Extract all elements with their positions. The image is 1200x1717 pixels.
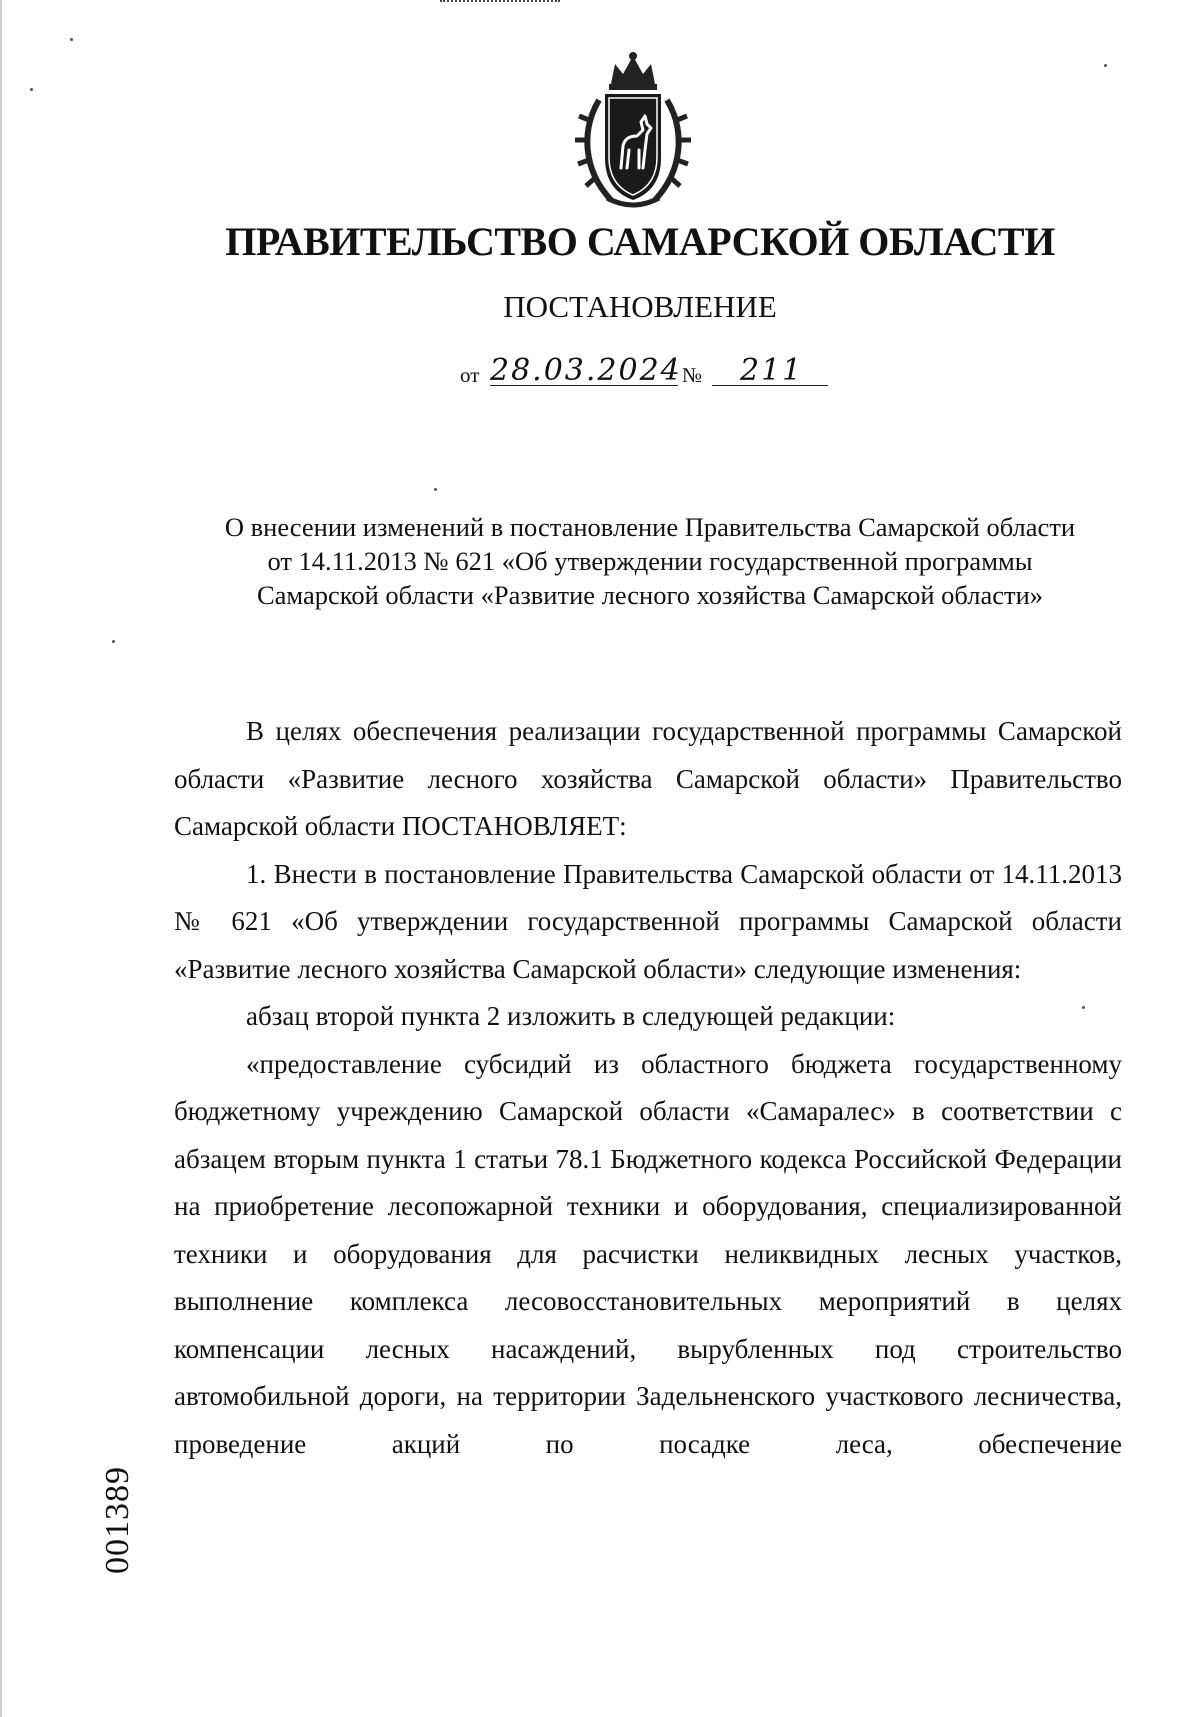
scan-speck bbox=[112, 640, 115, 643]
document-date: 28.03.2024 bbox=[490, 353, 682, 388]
scan-speck bbox=[1082, 1006, 1085, 1009]
scan-top-marks bbox=[440, 0, 560, 5]
subject-line: О внесении изменений в постановление Правительства Самарской области bbox=[224, 512, 1076, 542]
serial-number: 001389 bbox=[99, 1466, 136, 1574]
item-1-paragraph: 1. Внести в постановление Правительства Самарской области от 14.11.2013 № 621 «Об утверждении государственной программы Самарской области «Развитие лесного хозяйства Самарской области» следующие изменения: bbox=[174, 858, 1122, 984]
scan-speck bbox=[1104, 64, 1107, 67]
subject-line: Самарской области «Развитие лесного хозяйства Самарской области» bbox=[256, 580, 1044, 610]
scan-speck bbox=[70, 38, 73, 41]
serial-stamp bbox=[88, 1450, 148, 1590]
document-number: 211 bbox=[740, 353, 804, 388]
subject-line: от 14.11.2013 № 621 «Об утверждении государственной программы bbox=[267, 546, 1033, 576]
item-1-sub-paragraph: абзац второй пункта 2 изложить в следующей редакции: bbox=[246, 1001, 896, 1031]
quoted-paragraph: «предоставление субсидий из областного бюджета государственному бюджетному учреждению Самарской области «Самаралес» в соответствии с абзацем вторым пункта 1 статьи 78.1 Бюджетного кодекса Российской Федерации на приобретение лесопожарной техники и оборудования, специализированной техники и оборудования для расчистки неликвидных лесных участков, выполнение комплекса лесовосстановительных мероприятий в целях компенсации лесных насаждений, вырубленных под строительство автомобильной дороги, на территории Задельненского участкового лесничества, проведение акций по посадке леса, обеспечение bbox=[174, 1048, 1122, 1459]
number-underline bbox=[712, 385, 828, 386]
scan-speck bbox=[434, 488, 437, 491]
government-title: ПРАВИТЕЛЬСТВО САМАРСКОЙ ОБЛАСТИ bbox=[225, 219, 1055, 264]
number-prefix: № bbox=[682, 363, 703, 387]
date-prefix: от bbox=[460, 363, 480, 387]
document-subject bbox=[175, 510, 1125, 612]
document-type: ПОСТАНОВЛЕНИЕ bbox=[503, 289, 777, 324]
date-underline bbox=[490, 385, 678, 386]
date-number-line bbox=[460, 353, 860, 393]
scan-speck bbox=[30, 88, 33, 91]
document-body bbox=[174, 708, 1122, 1468]
preamble-paragraph: В целях обеспечения реализации государственной программы Самарской области «Развитие лесного хозяйства Самарской области» Правительство Самарской области ПОСТАНОВЛЯЕТ: bbox=[174, 716, 1122, 841]
scan-left-edge bbox=[0, 0, 2, 1717]
samara-coat-of-arms-icon bbox=[571, 50, 695, 212]
